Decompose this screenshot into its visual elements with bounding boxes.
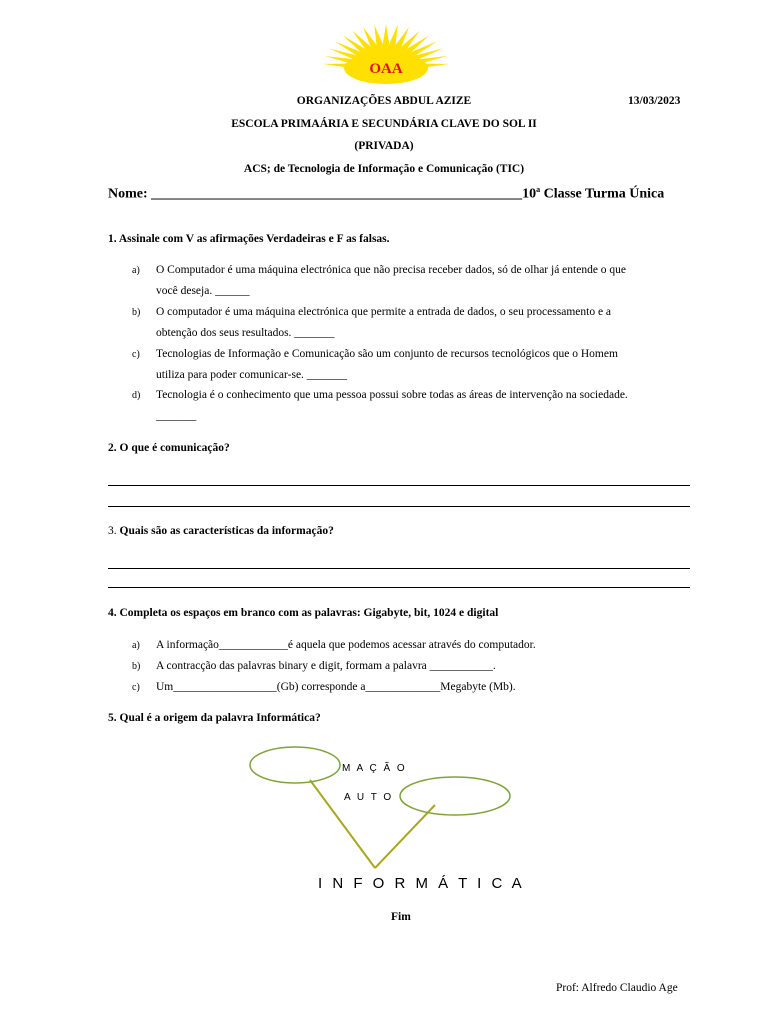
item-label: c) <box>132 349 140 360</box>
answer-line[interactable] <box>108 587 690 588</box>
exam-date: 13/03/2023 <box>628 95 681 107</box>
q1-item-a <box>132 260 692 302</box>
item-text-cont[interactable]: _______ <box>156 410 197 422</box>
item-text-cont[interactable]: utiliza para poder comunicar-se. _______ <box>156 369 348 381</box>
subject-title: ACS; de Tecnologia de Informação e Comunicação (TIC) <box>243 163 525 175</box>
q1-item-b <box>132 302 692 344</box>
item-text[interactable]: A contracção das palavras binary e digit, formam a palavra ___________. <box>156 660 496 672</box>
author-signature: Prof: Alfredo Claudio Age <box>556 982 678 994</box>
answer-ellipse-1[interactable] <box>250 747 340 783</box>
item-text: O Computador é uma máquina electrónica que não precisa receber dados, só de olhar já entende o que <box>156 264 627 276</box>
question-3-title <box>108 525 334 537</box>
q4-item-b <box>132 656 692 677</box>
item-text-cont[interactable]: você deseja. ______ <box>156 285 250 297</box>
oaa-logo <box>318 24 454 84</box>
diagram-line-right <box>375 805 435 868</box>
item-text-cont[interactable]: obtenção dos seus resultados. _______ <box>156 327 335 339</box>
answer-line[interactable] <box>108 506 690 507</box>
end-label: Fim <box>391 911 411 923</box>
school-type: (PRIVADA) <box>354 140 414 152</box>
question-4-title: 4. Completa os espaços em branco com as palavras: Gigabyte, bit, 1024 e digital <box>108 607 499 619</box>
q1-item-d <box>132 385 692 427</box>
item-label: d) <box>132 390 141 401</box>
question-3-number: 3. <box>108 525 117 537</box>
item-label: c) <box>132 682 140 693</box>
item-text: Tecnologias de Informação e Comunicação são um conjunto de recursos tecnológicos que o Homem <box>156 348 618 360</box>
item-label: a) <box>132 640 140 651</box>
item-label: a) <box>132 265 140 276</box>
item-label: b) <box>132 307 141 318</box>
q4-item-a <box>132 635 692 656</box>
name-field[interactable]: Nome: _____________________________________________________ <box>108 186 523 202</box>
school-name: ESCOLA PRIMAÁRIA E SECUNDÁRIA CLAVE DO SOL II <box>231 118 537 130</box>
question-5-title: 5. Qual é a origem da palavra Informática? <box>108 712 321 724</box>
informatica-diagram <box>240 740 560 880</box>
class-grade: 10 <box>522 186 537 202</box>
question-1-title: 1. Assinale com V as afirmações Verdadeiras e F as falsas. <box>108 233 390 245</box>
item-text: O computador é uma máquina electrónica que permite a entrada de dados, o seu processamento e a <box>156 306 612 318</box>
word-macao: M A Ç Ã O <box>342 763 407 774</box>
item-text: Tecnologia é o conhecimento que uma pessoa possui sobre todas as áreas de intervenção na sociedade. <box>156 389 628 401</box>
logo-text: OAA <box>369 61 403 77</box>
student-name-row <box>108 185 664 203</box>
word-informatica: I N F O R M Á T I C A <box>318 875 525 892</box>
question-3-text: Quais são as características da informação? <box>119 525 334 537</box>
class-label: Classe Turma Única <box>540 186 665 202</box>
word-auto: A U T O <box>344 792 394 803</box>
q1-item-c <box>132 344 692 386</box>
answer-line[interactable] <box>108 568 690 569</box>
answer-ellipse-2[interactable] <box>400 777 510 815</box>
item-label: b) <box>132 661 141 672</box>
class-suffix: a <box>536 185 541 194</box>
answer-line[interactable] <box>108 485 690 486</box>
q4-item-c <box>132 677 692 698</box>
item-text[interactable]: A informação____________é aquela que podemos acessar através do computador. <box>156 639 536 651</box>
item-text[interactable]: Um__________________(Gb) corresponde a_____________Megabyte (Mb). <box>156 681 516 693</box>
org-name: ORGANIZAÇÕES ABDUL AZIZE <box>296 95 472 107</box>
question-2-title: 2. O que é comunicação? <box>108 442 230 454</box>
